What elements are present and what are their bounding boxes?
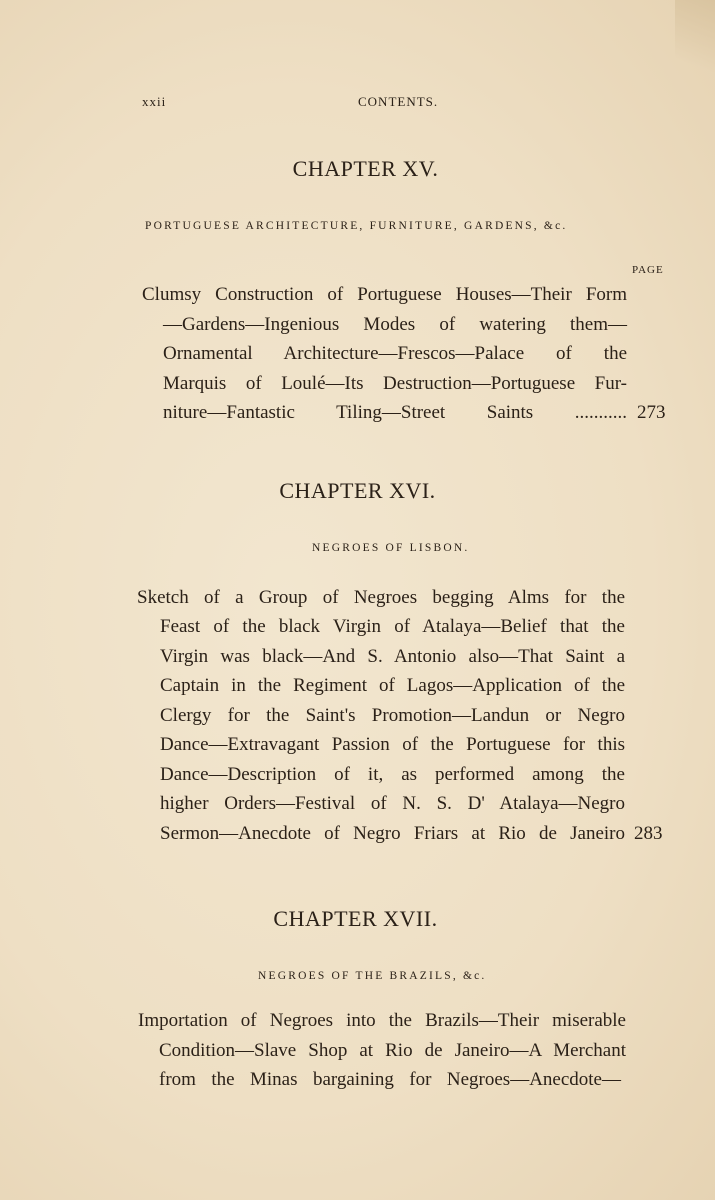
running-title: CONTENTS. xyxy=(358,94,439,109)
page-column-label: PAGE xyxy=(632,264,664,276)
contents-line: Condition—Slave Shop at Rio de Janeiro—A Merchant xyxy=(159,1040,626,1061)
contents-line: Marquis of Loulé—Its Destruction—Portuguese Fur- xyxy=(163,373,627,394)
contents-line: Sketch of a Group of Negroes begging Alms for the xyxy=(137,587,625,608)
contents-line: Clumsy Construction of Portuguese Houses—Their Form xyxy=(142,284,627,305)
contents-line: Clergy for the Saint's Promotion—Landun or Negro xyxy=(160,705,625,726)
contents-line: Sermon—Anecdote of Negro Friars at Rio de Janeiro xyxy=(160,823,625,844)
chapter-subtitle: NEGROES OF THE BRAZILS, &c. xyxy=(258,970,487,982)
contents-line: Captain in the Regiment of Lagos—Application of the xyxy=(160,675,625,696)
page-reference: 283 xyxy=(634,823,663,844)
page-number: xxii xyxy=(142,94,167,109)
contents-line: Dance—Extravagant Passion of the Portuguese for this xyxy=(160,734,625,755)
chapter-heading: CHAPTER XVII. xyxy=(273,906,438,931)
chapter-subtitle: PORTUGUESE ARCHITECTURE, FURNITURE, GARDENS, &c. xyxy=(145,220,568,232)
chapter-heading: CHAPTER XVI. xyxy=(279,478,436,503)
contents-line: niture—Fantastic Tiling—Street Saints ........... xyxy=(163,402,627,423)
chapter-heading: CHAPTER XV. xyxy=(292,156,439,181)
contents-line: Feast of the black Virgin of Atalaya—Belief that the xyxy=(160,616,625,637)
contents-line: from the Minas bargaining for Negroes—Anecdote— xyxy=(159,1069,621,1090)
contents-line: higher Orders—Festival of N. S. D' Atalaya—Negro xyxy=(160,793,625,814)
contents-line: Virgin was black—And S. Antonio also—That Saint a xyxy=(160,646,625,667)
page-corner-shadow xyxy=(675,0,715,90)
page-reference: 273 xyxy=(637,402,666,423)
contents-line: Ornamental Architecture—Frescos—Palace of the xyxy=(163,343,627,364)
chapter-subtitle: NEGROES OF LISBON. xyxy=(312,542,470,554)
contents-line: Importation of Negroes into the Brazils—Their miserable xyxy=(138,1010,626,1031)
contents-line: Dance—Description of it, as performed among the xyxy=(160,764,625,785)
contents-line: —Gardens—Ingenious Modes of watering them— xyxy=(163,314,627,335)
